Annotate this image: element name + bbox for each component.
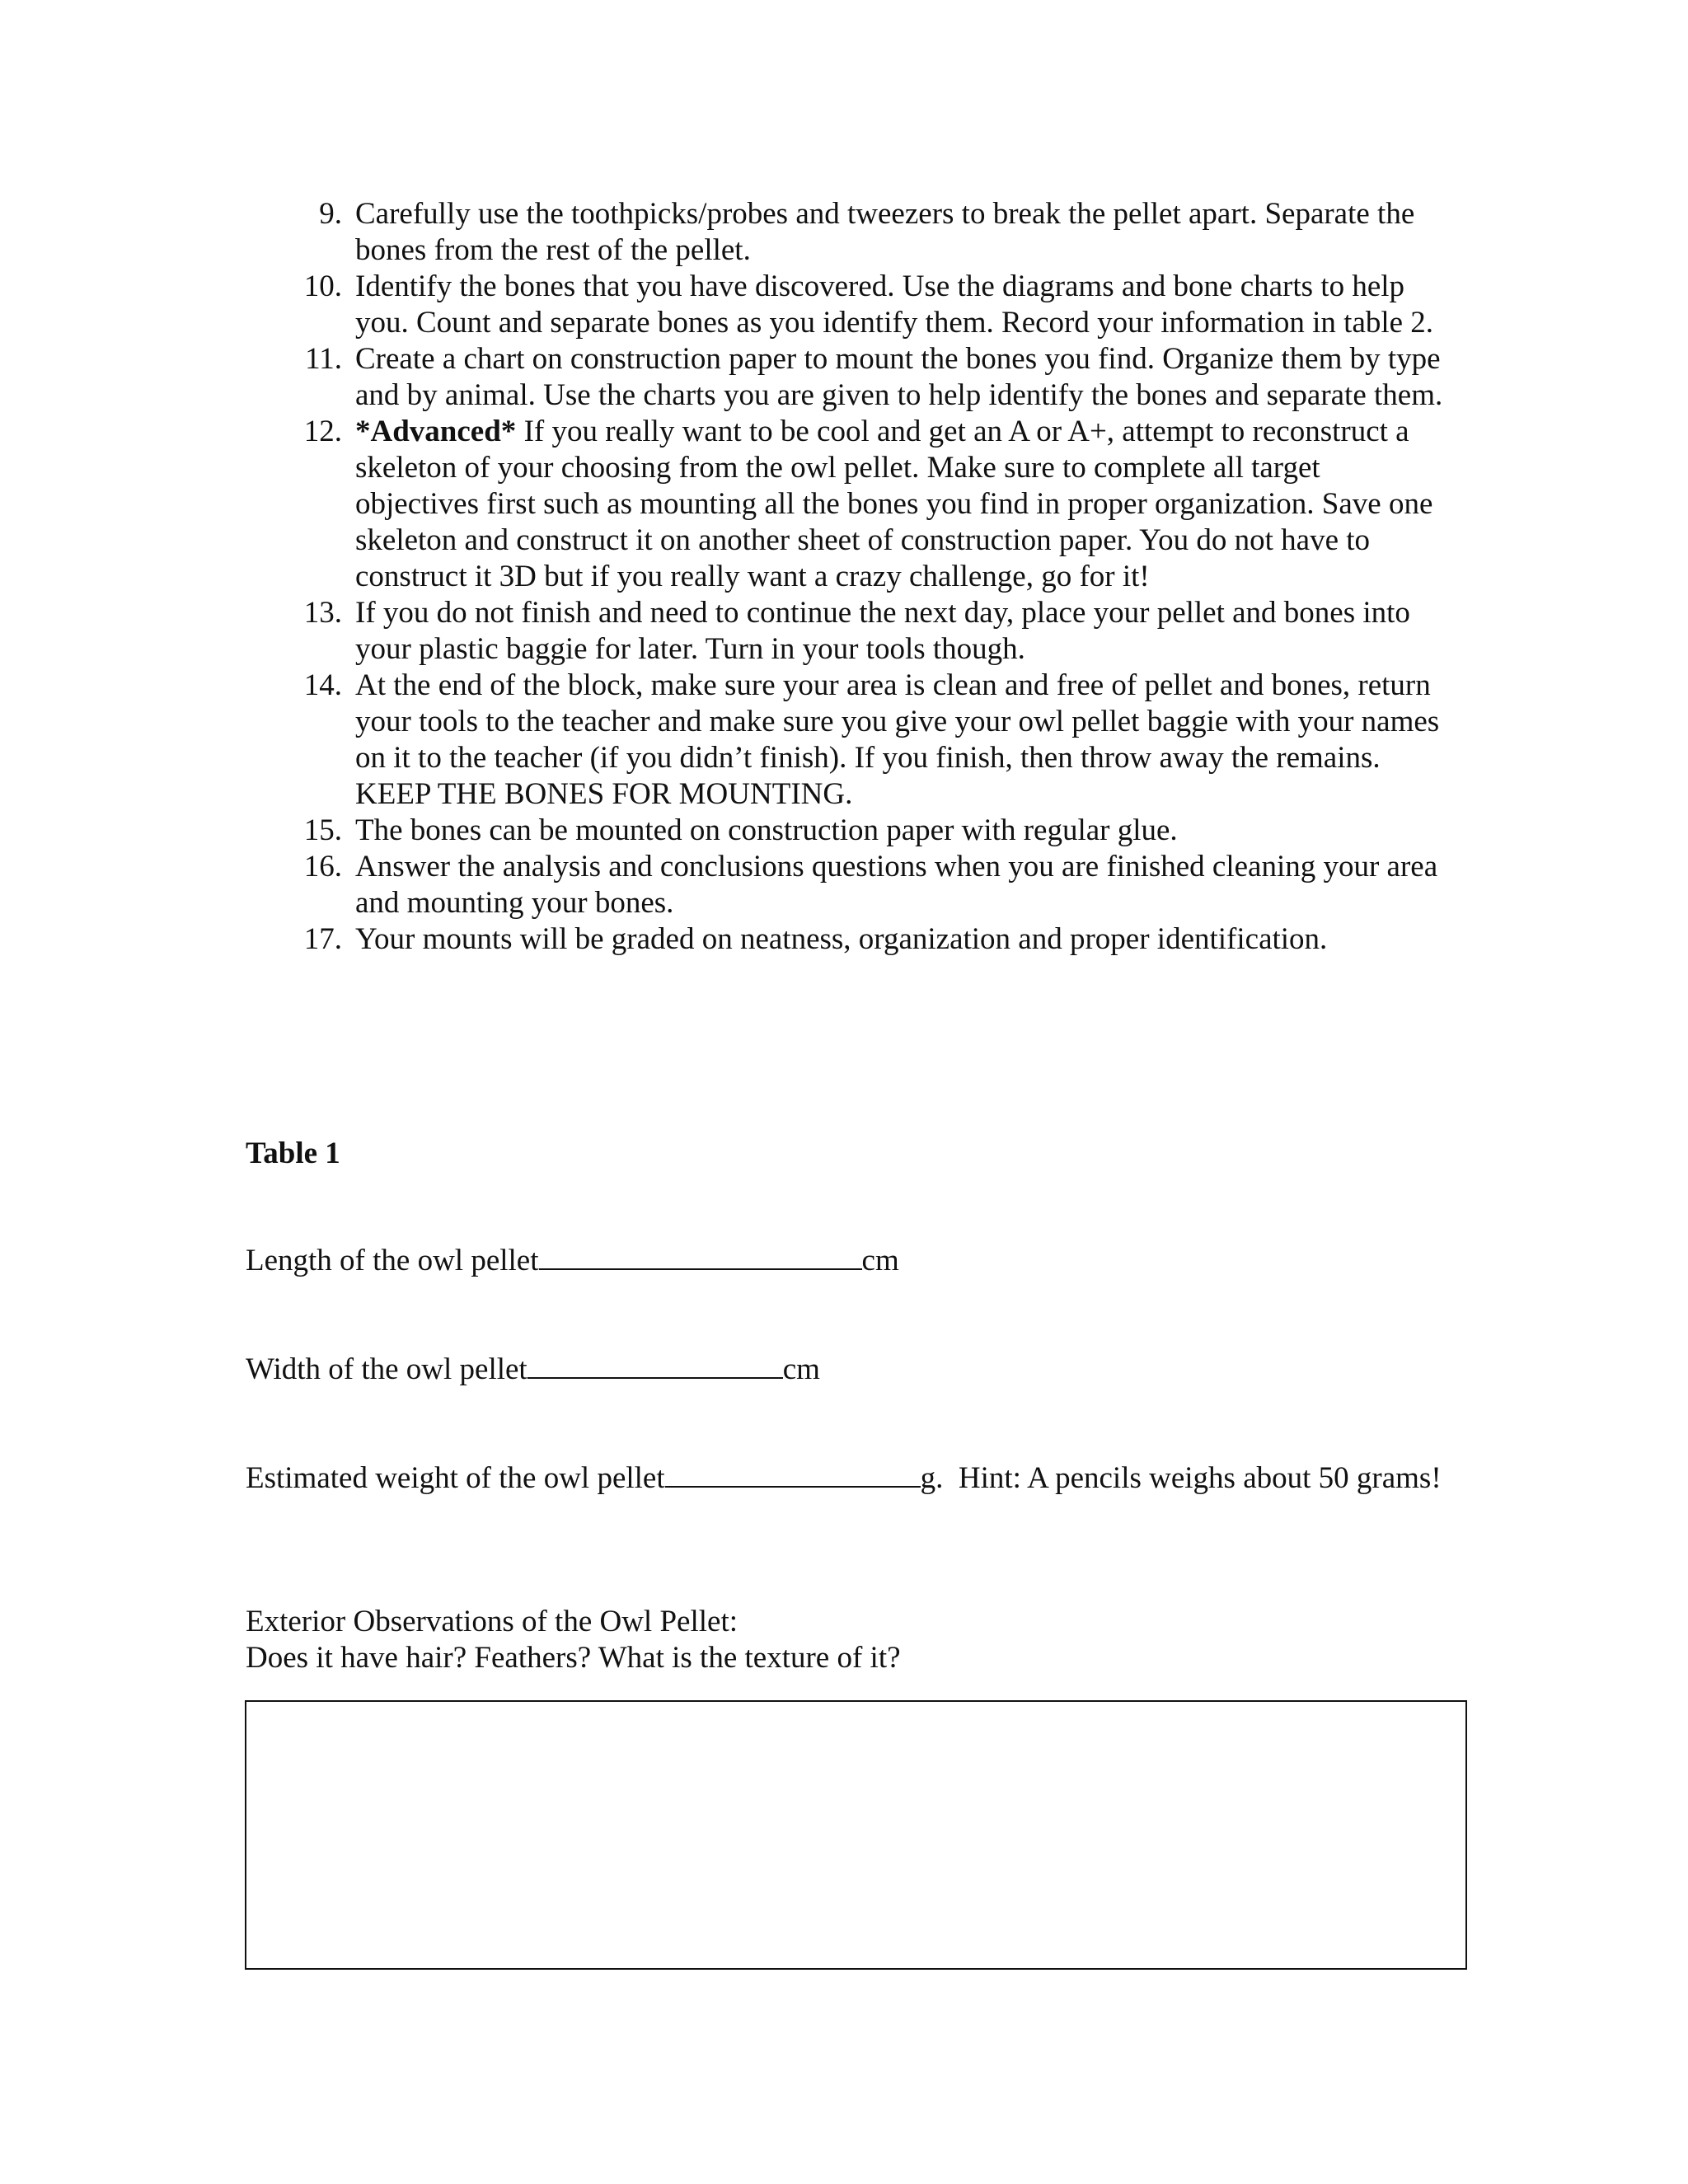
- length-unit: cm: [861, 1244, 899, 1277]
- length-label: Length of the owl pellet: [246, 1244, 539, 1277]
- step-14: [293, 668, 1447, 813]
- step-11: [293, 341, 1447, 414]
- width-unit: cm: [782, 1352, 820, 1386]
- step-text: Answer the analysis and conclusions questions when you are finished cleaning your area and mounting your bones.: [355, 850, 1438, 920]
- step-text: If you do not finish and need to continue the next day, place your pellet and bones into your plastic baggie for later. Turn in your tools though.: [355, 596, 1410, 666]
- step-text: Create a chart on construction paper to mount the bones you find. Organize them by type and by animal. Use the charts you are given to help identify the bones and separate them.: [355, 342, 1443, 412]
- width-field: [246, 1352, 1482, 1388]
- step-text: Carefully use the toothpicks/probes and tweezers to break the pellet apart. Separate the bones from the rest of the pellet.: [355, 197, 1415, 267]
- step-number: 13.: [303, 596, 342, 630]
- table-1-title: Table 1: [246, 1137, 340, 1170]
- step-text-body: If you really want to be cool and get an A or A+, attempt to reconstruct a skeleton of your choosing from the owl pellet. Make sure to complete all target objectives first such as mounting all the bones you find in proper organization. Save one skeleton and construct it on another sheet of construction paper. You do not have to construct it 3D but if you really want a crazy challenge, go for it!: [355, 415, 1433, 593]
- weight-hint: Hint: A pencils weighs about 50 grams!: [943, 1461, 1442, 1495]
- step-number: 15.: [303, 813, 342, 847]
- step-number: 12.: [303, 415, 342, 448]
- step-10: [293, 269, 1447, 341]
- step-text: The bones can be mounted on construction paper with regular glue.: [355, 813, 1178, 847]
- length-field: [246, 1243, 1482, 1279]
- step-9: [293, 196, 1447, 269]
- procedure-steps: [293, 196, 1447, 958]
- step-number: 16.: [303, 850, 342, 883]
- step-16: [293, 849, 1447, 921]
- step-text: [355, 414, 1447, 595]
- step-number: 10.: [303, 269, 342, 303]
- step-text: Identify the bones that you have discovered. Use the diagrams and bone charts to help you. Count and separate bones as you identify them. Record your information in table 2.: [355, 269, 1434, 340]
- observations-title: Exterior Observations of the Owl Pellet:: [246, 1605, 738, 1638]
- width-label: Width of the owl pellet: [246, 1352, 528, 1386]
- step-number: 17.: [303, 922, 342, 956]
- weight-field: [246, 1460, 1482, 1497]
- observations-question: Does it have hair? Feathers? What is the texture of it?: [246, 1641, 901, 1675]
- step-12: [293, 414, 1447, 595]
- step-number: 11.: [305, 342, 342, 376]
- step-text: At the end of the block, make sure your area is clean and free of pellet and bones, return your tools to the teacher and make sure you give your owl pellet baggie with your names on it to the teacher (if you didn’t finish). If you finish, then throw away the remains. KEEP THE BONES FOR MOUNTING.: [355, 668, 1440, 811]
- step-13: [293, 595, 1447, 668]
- weight-label: Estimated weight of the owl pellet: [246, 1461, 665, 1495]
- weight-blank[interactable]: [665, 1461, 921, 1488]
- weight-unit: g.: [920, 1461, 944, 1495]
- step-number: 9.: [319, 197, 342, 231]
- observations-answer-box[interactable]: [245, 1700, 1467, 1970]
- step-15: [293, 813, 1447, 849]
- step-17: [293, 921, 1447, 958]
- width-blank[interactable]: [528, 1352, 783, 1379]
- step-number: 14.: [303, 668, 342, 702]
- advanced-label: *Advanced*: [355, 415, 517, 448]
- length-blank[interactable]: [539, 1244, 862, 1270]
- step-text: Your mounts will be graded on neatness, organization and proper identification.: [355, 922, 1328, 956]
